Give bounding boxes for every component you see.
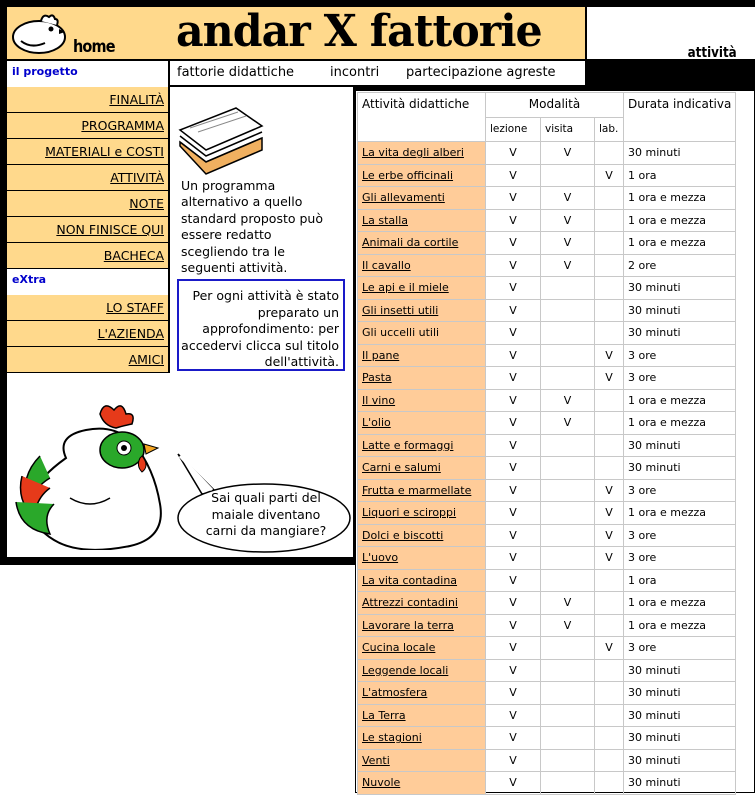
nav-incontri[interactable]: incontri — [330, 65, 380, 80]
visita-mark — [541, 367, 595, 390]
sidebar-link[interactable]: LO STAFF — [106, 300, 164, 315]
duration-cell: 30 minuti — [624, 457, 736, 480]
lezione-mark: V — [486, 749, 541, 772]
lezione-mark: V — [486, 479, 541, 502]
table-row — [358, 299, 736, 322]
header-right-panel — [587, 7, 755, 59]
activity-name-cell[interactable] — [358, 232, 486, 255]
lezione-mark: V — [486, 457, 541, 480]
table-row — [358, 367, 736, 390]
activity-link[interactable]: Carni e salumi — [362, 461, 441, 475]
table-row — [358, 772, 736, 795]
lab-mark — [595, 232, 624, 255]
activity-name-cell[interactable] — [358, 524, 486, 547]
duration-cell: 30 minuti — [624, 682, 736, 705]
table-row — [358, 322, 736, 345]
visita-mark — [541, 727, 595, 750]
lezione-mark: V — [486, 637, 541, 660]
lezione-mark: V — [486, 682, 541, 705]
sidebar-item-bacheca[interactable] — [7, 243, 168, 268]
activity-name-cell[interactable] — [358, 299, 486, 322]
lab-mark — [595, 772, 624, 795]
note-text: Per ogni attività è stato preparato un approfondimento: per accedervi clicca sul titolo dell'attività. — [181, 288, 339, 369]
visita-mark: V — [541, 614, 595, 637]
duration-cell: 30 minuti — [624, 322, 736, 345]
activity-name-cell[interactable] — [358, 209, 486, 232]
visita-mark — [541, 704, 595, 727]
visita-mark: V — [541, 592, 595, 615]
sidebar-link[interactable]: ATTIVITÀ — [110, 170, 164, 185]
sidebar-item-staff[interactable] — [7, 295, 168, 320]
visita-mark — [541, 682, 595, 705]
section-label: attività — [687, 45, 737, 61]
activity-name-cell[interactable] — [358, 389, 486, 412]
lab-mark — [595, 727, 624, 750]
activity-name-cell[interactable] — [358, 569, 486, 592]
lezione-mark: V — [486, 524, 541, 547]
lezione-mark: V — [486, 389, 541, 412]
rooster-illustration-icon — [10, 398, 170, 550]
activity-link[interactable]: L'atmosfera — [362, 686, 428, 700]
visita-mark — [541, 659, 595, 682]
header-activity: Attività didattiche — [358, 93, 486, 142]
table-row — [358, 479, 736, 502]
activity-link[interactable]: Le erbe officinali — [362, 168, 454, 182]
table-row — [358, 569, 736, 592]
table-row — [358, 209, 736, 232]
lab-mark — [595, 187, 624, 210]
activity-name-cell[interactable] — [358, 434, 486, 457]
lezione-mark: V — [486, 142, 541, 165]
activity-link[interactable]: Gli insetti utili — [362, 303, 439, 317]
duration-cell: 3 ore — [624, 344, 736, 367]
lab-mark — [595, 142, 624, 165]
table-row — [358, 142, 736, 165]
site-title: andar X fattorie — [176, 6, 542, 57]
table-row — [358, 434, 736, 457]
activity-link[interactable]: Il vino — [362, 393, 396, 407]
lezione-mark: V — [486, 209, 541, 232]
duration-cell: 3 ore — [624, 479, 736, 502]
note-box — [177, 279, 345, 371]
sidebar-link[interactable]: AMICI — [128, 352, 164, 367]
lezione-mark: V — [486, 412, 541, 435]
sidebar-item-programma[interactable] — [7, 113, 168, 138]
visita-mark — [541, 569, 595, 592]
visita-mark — [541, 434, 595, 457]
lab-mark: V — [595, 547, 624, 570]
header-duration: Durata indicativa — [624, 93, 736, 142]
activity-link[interactable]: La Terra — [362, 708, 406, 722]
activity-name-cell[interactable] — [358, 659, 486, 682]
table-header-row — [358, 93, 736, 118]
subheader-lab: lab. — [595, 117, 624, 141]
sidebar-item-non-finisce-qui[interactable] — [7, 217, 168, 242]
lezione-mark: V — [486, 727, 541, 750]
table-row — [358, 187, 736, 210]
duration-cell: 1 ora e mezza — [624, 389, 736, 412]
activity-link[interactable]: Animali da cortile — [362, 236, 459, 250]
sidebar-item-finalita[interactable] — [7, 87, 168, 112]
table-row — [358, 389, 736, 412]
visita-mark — [541, 277, 595, 300]
activity-link[interactable]: Liquori e sciroppi — [362, 506, 457, 520]
sidebar-item-amici[interactable] — [7, 347, 168, 372]
visita-mark — [541, 637, 595, 660]
activity-name-cell[interactable] — [358, 412, 486, 435]
table-row — [358, 614, 736, 637]
duration-cell: 3 ore — [624, 637, 736, 660]
activity-name-cell — [358, 322, 486, 345]
activity-name-cell[interactable] — [358, 704, 486, 727]
activity-name-cell[interactable] — [358, 277, 486, 300]
duration-cell: 1 ora e mezza — [624, 187, 736, 210]
visita-mark: V — [541, 187, 595, 210]
activity-link[interactable]: Nuvole — [362, 776, 401, 790]
sidebar-link[interactable]: BACHECA — [103, 248, 164, 263]
sidebar-link[interactable]: NON FINISCE QUI — [56, 222, 164, 237]
sidebar-heading-progetto: il progetto — [7, 61, 168, 87]
lab-mark — [595, 299, 624, 322]
lab-mark — [595, 704, 624, 727]
sidebar-item-attivita[interactable] — [7, 165, 168, 190]
activity-name-cell[interactable] — [358, 479, 486, 502]
activity-name-cell[interactable] — [358, 614, 486, 637]
lezione-mark: V — [486, 164, 541, 187]
duration-cell: 30 minuti — [624, 659, 736, 682]
activity-link[interactable]: L'olio — [362, 416, 391, 430]
lab-mark — [595, 569, 624, 592]
visita-mark — [541, 322, 595, 345]
activity-link[interactable]: Cucina locale — [362, 641, 436, 655]
table-row — [358, 164, 736, 187]
table-row — [358, 344, 736, 367]
lezione-mark: V — [486, 772, 541, 795]
lab-mark: V — [595, 502, 624, 525]
table-row — [358, 277, 736, 300]
lab-mark — [595, 682, 624, 705]
activity-name-cell[interactable] — [358, 592, 486, 615]
activity-link[interactable]: Le api e il miele — [362, 281, 449, 295]
activity-link[interactable]: Frutta e marmellate — [362, 483, 472, 497]
sidebar-link[interactable]: L'AZIENDA — [97, 326, 164, 341]
visita-mark: V — [541, 412, 595, 435]
activity-link[interactable]: Il pane — [362, 348, 400, 362]
duration-cell: 30 minuti — [624, 772, 736, 795]
sidebar — [7, 61, 168, 373]
lezione-mark: V — [486, 592, 541, 615]
table-row — [358, 637, 736, 660]
table-row — [358, 232, 736, 255]
table-row — [358, 704, 736, 727]
lezione-mark: V — [486, 322, 541, 345]
activity-name-cell[interactable] — [358, 187, 486, 210]
activity-name-cell[interactable] — [358, 547, 486, 570]
duration-cell: 30 minuti — [624, 142, 736, 165]
table-row — [358, 412, 736, 435]
lezione-mark: V — [486, 569, 541, 592]
lab-mark: V — [595, 479, 624, 502]
duration-cell: 1 ora — [624, 164, 736, 187]
activity-link[interactable]: La vita degli alberi — [362, 146, 464, 160]
duration-cell: 30 minuti — [624, 727, 736, 750]
table-row — [358, 659, 736, 682]
visita-mark — [541, 299, 595, 322]
duration-cell: 30 minuti — [624, 299, 736, 322]
nav-fattorie-didattiche[interactable]: fattorie didattiche — [177, 65, 295, 80]
top-nav — [170, 61, 585, 85]
lab-mark — [595, 254, 624, 277]
visita-mark — [541, 457, 595, 480]
sidebar-link[interactable]: MATERIALI e COSTI — [45, 144, 164, 159]
activity-link[interactable]: Attrezzi contadini — [362, 596, 458, 610]
lab-mark: V — [595, 367, 624, 390]
activity-name-cell[interactable] — [358, 457, 486, 480]
visita-mark: V — [541, 389, 595, 412]
home-label[interactable]: home — [73, 37, 115, 57]
lezione-mark: V — [486, 254, 541, 277]
visita-mark: V — [541, 232, 595, 255]
visita-mark — [541, 772, 595, 795]
paper-stack-icon — [176, 100, 266, 176]
activity-name-cell[interactable] — [358, 502, 486, 525]
chicken-logo-icon — [7, 7, 71, 59]
activity-link[interactable]: Pasta — [362, 371, 392, 385]
lezione-mark: V — [486, 659, 541, 682]
activity-name-cell[interactable] — [358, 637, 486, 660]
home-link[interactable] — [7, 7, 167, 59]
lab-mark: V — [595, 344, 624, 367]
header-modalita: Modalità — [486, 93, 624, 118]
lezione-mark: V — [486, 277, 541, 300]
lab-mark — [595, 457, 624, 480]
table-row — [358, 682, 736, 705]
lezione-mark: V — [486, 367, 541, 390]
nav-partecipazione-agreste[interactable]: partecipazione agreste — [406, 65, 556, 80]
table-row — [358, 547, 736, 570]
visita-mark — [541, 344, 595, 367]
sidebar-link[interactable]: NOTE — [129, 196, 164, 211]
activity-name-cell[interactable] — [358, 367, 486, 390]
table-row — [358, 457, 736, 480]
table-row — [358, 592, 736, 615]
lab-mark — [595, 434, 624, 457]
visita-mark: V — [541, 254, 595, 277]
duration-cell: 3 ore — [624, 367, 736, 390]
activity-link[interactable]: Le stagioni — [362, 731, 422, 745]
duration-cell: 3 ore — [624, 547, 736, 570]
lab-mark: V — [595, 164, 624, 187]
table-row — [358, 727, 736, 750]
table-row — [358, 749, 736, 772]
activity-link[interactable]: La stalla — [362, 213, 409, 227]
speech-bubble-text: Sai quali parti del maiale diventano carni da mangiare? — [205, 490, 327, 538]
lezione-mark: V — [486, 502, 541, 525]
sidebar-item-azienda[interactable] — [7, 321, 168, 346]
activity-link[interactable]: Gli allevamenti — [362, 191, 445, 205]
lab-mark — [595, 277, 624, 300]
lezione-mark: V — [486, 547, 541, 570]
lab-mark — [595, 659, 624, 682]
activity-link[interactable]: Venti — [362, 753, 390, 767]
duration-cell: 1 ora e mezza — [624, 232, 736, 255]
activity-link[interactable]: La vita contadina — [362, 573, 458, 587]
sidebar-heading-extra: eXtra — [7, 269, 168, 295]
lezione-mark: V — [486, 614, 541, 637]
visita-mark — [541, 749, 595, 772]
duration-cell: 30 minuti — [624, 749, 736, 772]
subheader-lezione: lezione — [486, 117, 541, 141]
activity-name-cell[interactable] — [358, 727, 486, 750]
activity-link[interactable]: Lavorare la terra — [362, 618, 454, 632]
sidebar-item-materiali[interactable] — [7, 139, 168, 164]
sidebar-item-note[interactable] — [7, 191, 168, 216]
duration-cell: 1 ora e mezza — [624, 209, 736, 232]
activity-name-cell[interactable] — [358, 749, 486, 772]
lezione-mark: V — [486, 299, 541, 322]
subheader-visita: visita — [541, 117, 595, 141]
lab-mark — [595, 412, 624, 435]
lezione-mark: V — [486, 344, 541, 367]
activities-table — [357, 92, 736, 795]
visita-mark: V — [541, 142, 595, 165]
duration-cell: 30 minuti — [624, 277, 736, 300]
lezione-mark: V — [486, 704, 541, 727]
activity-link[interactable]: Leggende locali — [362, 663, 449, 677]
activity-link[interactable]: Latte e formaggi — [362, 438, 454, 452]
activity-name-cell[interactable] — [358, 254, 486, 277]
activity-name-cell[interactable] — [358, 142, 486, 165]
lab-mark: V — [595, 524, 624, 547]
lab-mark — [595, 209, 624, 232]
lezione-mark: V — [486, 187, 541, 210]
intro-text: Un programma alternativo a quello standard proposto può essere redatto scegliendo tra le seguenti attività. — [181, 178, 323, 276]
duration-cell: 1 ora — [624, 569, 736, 592]
duration-cell: 1 ora e mezza — [624, 614, 736, 637]
activity-link[interactable]: L'uovo — [362, 551, 399, 565]
activities-table-panel — [355, 90, 755, 793]
lab-mark — [595, 614, 624, 637]
activity-name-cell[interactable] — [358, 682, 486, 705]
lezione-mark: V — [486, 232, 541, 255]
duration-cell: 30 minuti — [624, 434, 736, 457]
lab-mark — [595, 749, 624, 772]
table-row — [358, 502, 736, 525]
activity-name: Gli uccelli utili — [362, 326, 440, 340]
activity-name-cell[interactable] — [358, 344, 486, 367]
lab-mark — [595, 592, 624, 615]
visita-mark — [541, 479, 595, 502]
visita-mark: V — [541, 209, 595, 232]
activity-name-cell[interactable] — [358, 772, 486, 795]
activity-link[interactable]: Il cavallo — [362, 258, 411, 272]
visita-mark — [541, 524, 595, 547]
table-row — [358, 254, 736, 277]
sidebar-link[interactable]: PROGRAMMA — [81, 118, 164, 133]
activity-name-cell[interactable] — [358, 164, 486, 187]
duration-cell: 1 ora e mezza — [624, 412, 736, 435]
sidebar-link[interactable]: FINALITÀ — [109, 92, 164, 107]
duration-cell: 1 ora e mezza — [624, 502, 736, 525]
duration-cell: 2 ore — [624, 254, 736, 277]
visita-mark — [541, 164, 595, 187]
duration-cell: 1 ora e mezza — [624, 592, 736, 615]
lab-mark: V — [595, 637, 624, 660]
duration-cell: 3 ore — [624, 524, 736, 547]
lab-mark — [595, 389, 624, 412]
table-row — [358, 524, 736, 547]
activity-link[interactable]: Dolci e biscotti — [362, 528, 444, 542]
lezione-mark: V — [486, 434, 541, 457]
lab-mark — [595, 322, 624, 345]
duration-cell: 30 minuti — [624, 704, 736, 727]
visita-mark — [541, 502, 595, 525]
visita-mark — [541, 547, 595, 570]
